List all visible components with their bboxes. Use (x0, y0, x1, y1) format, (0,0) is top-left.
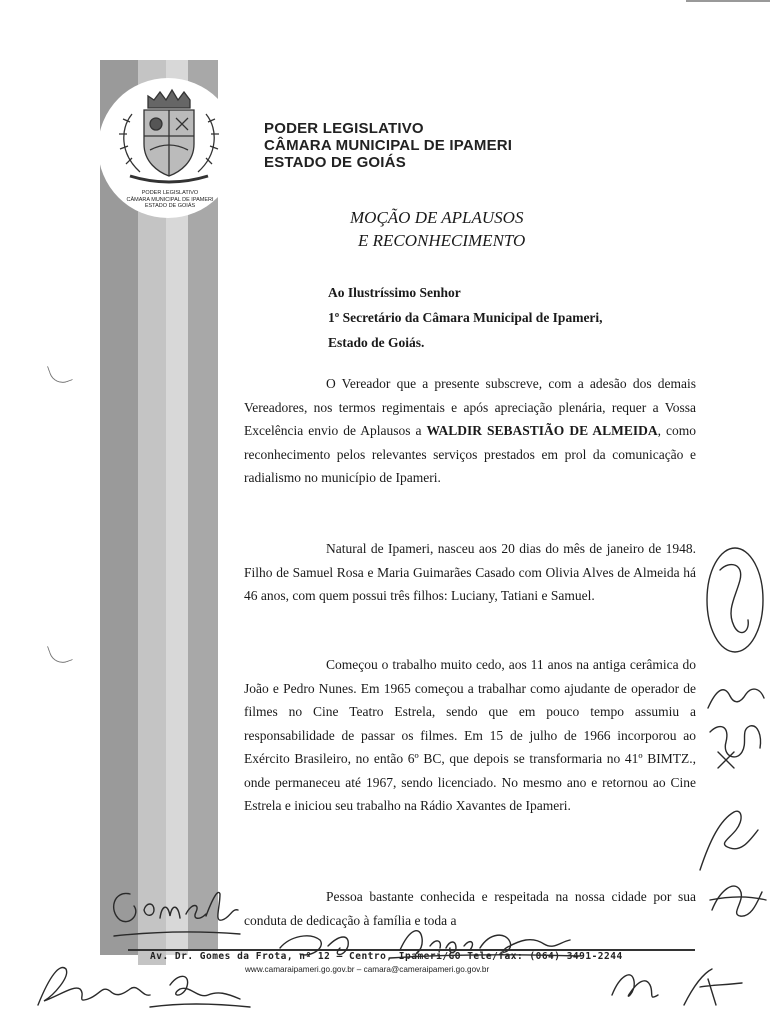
letterhead-line: PODER LEGISLATIVO (264, 120, 424, 137)
seal-caption-line: PODER LEGISLATIVO (141, 190, 199, 196)
initials-mark (690, 800, 766, 880)
initials-mark (700, 712, 770, 782)
footer-address: Av. Dr. Gomes da Frota, nº 12 – Centro, Ipameri/GO Tele/fax: (064) 3491-2244 (150, 951, 623, 962)
paragraph-text: Natural de Ipameri, nasceu aos 20 dias do mês de janeiro de 1948. Filho de Samuel Rosa e Maria Guimarães Casado com Olivia Alves de Almeida há 46 anos, com quem possui três filhos: Luciany, Tatiani e Samuel. (244, 541, 696, 603)
seal-caption-line: CÂMARA MUNICIPAL DE IPAMERI (126, 196, 214, 203)
municipal-coat-of-arms-icon (110, 84, 228, 192)
addressee-block (328, 280, 603, 355)
punch-hole-mark (47, 359, 73, 387)
signature-bottom-left (30, 955, 260, 1015)
footer-contact: www.camaraipameri.go.gov.br – camara@cameraipameri.go.gov.br (245, 965, 490, 974)
letterhead-line: ESTADO DE GOIÁS (264, 154, 406, 171)
letterhead-line: CÂMARA MUNICIPAL DE IPAMERI (264, 137, 513, 154)
initials-mark (604, 955, 754, 1015)
body-paragraph (244, 537, 696, 608)
title-line: E RECONHECIMENTO (358, 231, 526, 250)
paragraph-text: O Vereador que a presente subscreve, com a adesão dos demais Vereadores, nos termos regimentais e após apreciação plenária, requer a Vossa Excelência envio de Aplausos a (244, 376, 696, 438)
letterhead (264, 120, 512, 171)
seal-caption-line: ESTADO DE GOIÁS (144, 203, 196, 209)
body-paragraph (244, 372, 696, 490)
signature-right-margin (700, 540, 770, 660)
addressee-line: Estado de Goiás. (328, 335, 425, 350)
punch-hole-mark (47, 639, 73, 667)
addressee-line: Ao Ilustríssimo Senhor (328, 285, 461, 300)
honoree-name: WALDIR SEBASTIÃO DE ALMEIDA (426, 423, 658, 438)
paragraph-text: Pessoa bastante conhecida e respeitada na nossa cidade por sua conduta de dedicação à família e toda a (244, 889, 696, 928)
seal-caption (112, 190, 228, 210)
document-title (350, 206, 610, 252)
scan-edge-mark (686, 0, 770, 2)
title-line: MOÇÃO DE APLAUSOS (350, 208, 524, 227)
signature-center (270, 918, 590, 968)
addressee-line: 1º Secretário da Câmara Municipal de Ipameri, (328, 310, 603, 325)
paragraph-text: Começou o trabalho muito cedo, aos 11 anos na antiga cerâmica do João e Pedro Nunes. Em 1965 começou a trabalhar como ajudante de operador de filmes no Cine Teatro Estrela, sendo que em pouco tempo assumiu a responsabilidade de passar os filmes. Em 15 de julho de 1966 incorporou ao Exército Brasileiro, no então 6º BC, que depois se transformaria no 41º BIMTZ., onde permaneceu até 1967, sendo licenciado. No mesmo ano e retornou ao Cine Estrela e iniciou seu trabalho na Rádio Xavantes de Ipameri. (244, 657, 696, 813)
initials-mark (700, 870, 770, 930)
paragraph-text: , como reconhecimento pelos relevantes serviços prestados em prol da comunicação e radialismo no município de Ipameri. (244, 423, 696, 485)
body-paragraph (244, 653, 696, 818)
signature-left-margin (100, 880, 250, 950)
